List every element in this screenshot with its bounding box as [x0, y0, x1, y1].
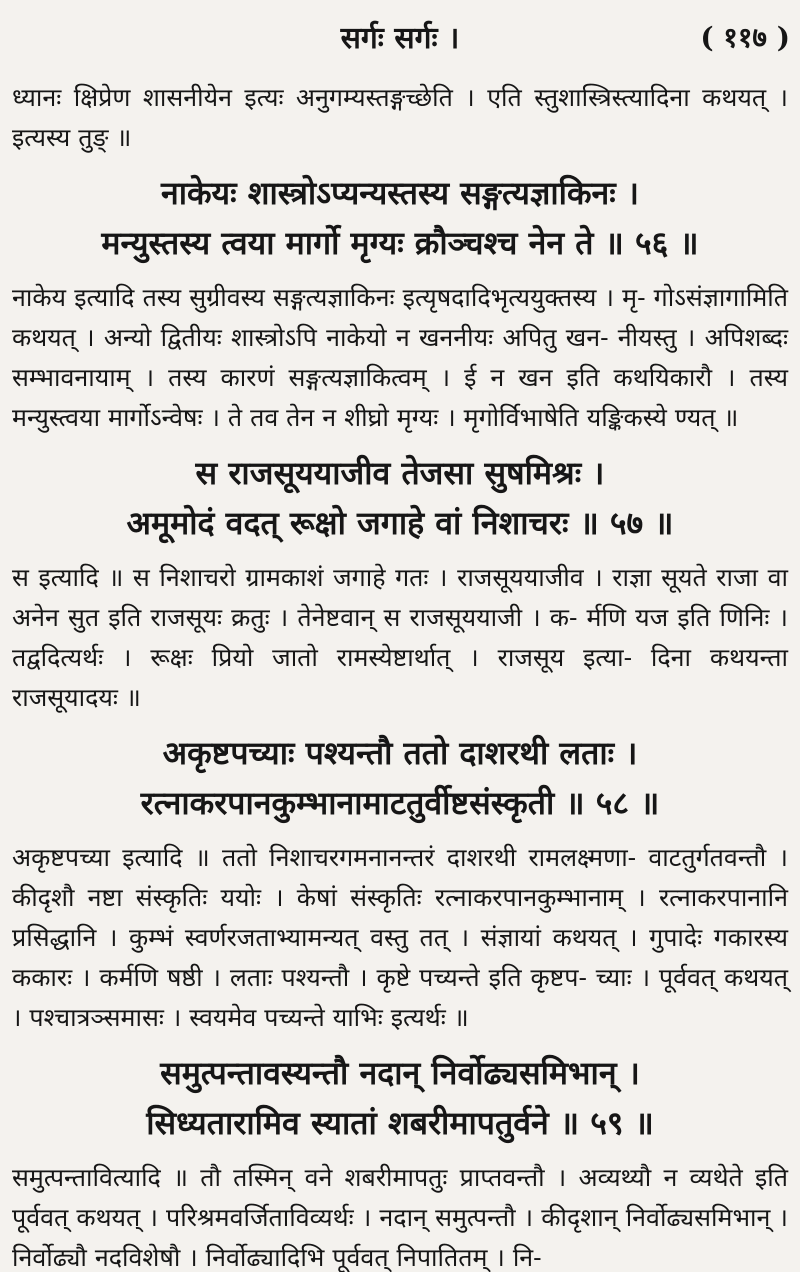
verse-58: [12, 728, 788, 828]
page-body: [12, 78, 788, 1272]
verse-line: समुत्पन्तावस्यन्तौ नदान् निर्वोढ्यसमिभान् ।: [160, 1054, 640, 1092]
verse-line: नाकेयः शास्त्रोऽप्यन्यस्तस्य सङ्गत्यज्ञाकिनः ।: [160, 174, 640, 212]
commentary-paragraph: ध्यानः क्षिप्रेण शासनीयेन इत्यः अनुगम्यस्तङ्गच्छेति । एति स्तुशास्त्रिस्त्यादिना कथयत् । इत्यस्य तुङ् ॥: [12, 83, 788, 152]
verse-line: रत्नाकरपानकुम्भानामाटतुर्वीष्टसंस्कृती ॥ ५८ ॥: [140, 784, 660, 822]
commentary-paragraph: समुत्पन्तावित्यादि ॥ तौ तस्मिन् वने शबरीमापतुः प्राप्तवन्तौ । अव्यथ्यौ न व्यथेते इति पूर्ववत् कथयत् । परिश्रमवर्जिताविव्यर्थः । नदान् समुत्पन्तौ । कीदृशान् निर्वोढ्यसमिभान् । निर्वोढ्यौ नदविशेषौ । निर्वोढ्यादिभि पूर्ववत् निपातितम् । नि-: [12, 1163, 788, 1272]
page-header: [0, 8, 800, 60]
verse-56: [12, 168, 788, 268]
commentary-paragraph: नाकेय इत्यादि तस्य सुग्रीवस्य सङ्गत्यज्ञाकिनः इत्यृषदादिभृत्ययुक्तस्य । मृ- गोऽसंज्ञागामिति कथयत् । अन्यो द्वितीयः शास्त्रोऽपि नाकेयो न खननीयः अपितु खन- नीयस्तु । अपिशब्दः सम्भावनायाम् । तस्य कारणं सङ्गत्यज्ञाकित्वम् । ई न खन इति कथयिकारौ । तस्य मन्युस्त्वया मार्गोऽन्वेषः । ते तव तेन न शीघ्रो मृग्यः । मृगोर्विभाषेति यङ्किकस्ये ण्यत् ॥: [12, 283, 788, 432]
verse-59: [12, 1048, 788, 1148]
verse-line: सिध्यतारामिव स्यातां शबरीमापतुर्वने ॥ ५९ ॥: [146, 1104, 654, 1142]
verse-line: अकृष्टपच्याः पश्यन्तौ ततो दाशरथी लताः ।: [162, 734, 638, 772]
verse-line: स राजसूययाजीव तेजसा सुषमिश्रः ।: [195, 454, 605, 492]
verse-line: अमूमोदं वदत् रूक्षो जगाहे वां निशाचरः ॥ ५७ ॥: [126, 504, 674, 542]
commentary-paragraph: स इत्यादि ॥ स निशाचरो ग्रामकाशं जगाहे गतः । राजसूययाजीव । राज्ञा सूयते राजा वा अनेन सुत इति राजसूयः क्रतुः । तेनेष्टवान् स राजसूययाजी । क- र्मणि यज इति णिनिः । तद्वदित्यर्थः । रूक्षः प्रियो जातो रामस्येष्टार्थात् । राजसूय इत्या- दिना कथयन्ता राजसूयादयः ॥: [12, 563, 788, 712]
page-number: ( ११७ ): [700, 21, 790, 54]
verse-line: मन्युस्तस्य त्वया मार्गो मृग्यः क्रौञ्चश्च नेन ते ॥ ५६ ॥: [101, 224, 699, 262]
commentary-paragraph: अकृष्टपच्या इत्यादि ॥ ततो निशाचरगमनानन्तरं दाशरथी रामलक्ष्मणा- वाटतुर्गतवन्तौ । कीदृशौ नष्टा संस्कृतिः ययोः । केषां संस्कृतिः रत्नाकरपानकुम्भानाम् । रत्नाकरपानानि प्रसिद्धानि । कुम्भं स्वर्णरजताभ्यामन्यत् वस्तु तत् । संज्ञायां कथयत् । गुपादेः गकारस्य ककारः । कर्मणि षष्ठी । लताः पश्यन्तौ । कृष्टे पच्यन्ते इति कृष्टप- च्याः । पूर्ववत् कथयत् । पश्चात्रञ्समासः । स्वयमेव पच्यन्ते याभिः इत्यर्थः ॥: [12, 843, 788, 1032]
verse-57: [12, 448, 788, 548]
running-title: सर्गः सर्गः ।: [340, 21, 460, 56]
